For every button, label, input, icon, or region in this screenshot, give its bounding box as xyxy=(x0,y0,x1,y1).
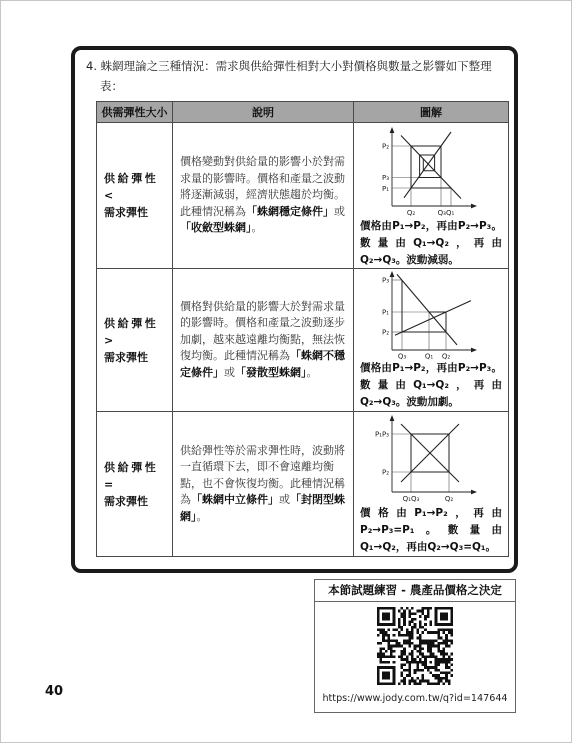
demand-curve xyxy=(397,274,457,345)
section-title xyxy=(86,56,510,96)
condition-line: 供給彈性 < xyxy=(104,172,159,202)
diagram-caption: 價格由P₁→P₂，再由P₂→P₃。數量由Q₁→Q₂，再由Q₂→Q₃。波動減弱。 xyxy=(360,220,502,266)
practice-url: https://www.jody.com.tw/q?id=147644 xyxy=(322,693,508,704)
quantity-label: Q₃Q₁ xyxy=(437,209,455,217)
quantity-label: Q₃ xyxy=(397,352,407,360)
diagram-cell xyxy=(354,123,509,269)
description-segment: 。 xyxy=(306,365,318,379)
description-text xyxy=(180,154,347,237)
page-number: 40 xyxy=(45,684,64,699)
diagram-caption: 價格由P₁→P₂，再由P₂→P₃=P₁。數量由Q₁→Q₂，再由Q₂→Q₃=Q₁。 xyxy=(360,507,502,553)
key-term: 「蛛網穩定條件」 xyxy=(246,204,334,218)
item-number: 4. xyxy=(86,59,97,73)
price-label: P₂ xyxy=(381,468,389,477)
price-label: P₃ xyxy=(381,276,389,285)
description-cell xyxy=(173,269,354,412)
condition-line: 需求彈性 xyxy=(104,206,148,219)
quantity-label: Q₂ xyxy=(441,352,451,360)
key-term: 「收斂型蛛網」 xyxy=(180,221,252,235)
condition-cell xyxy=(97,123,173,269)
supply-curve xyxy=(395,301,471,336)
quantity-label: Q₂ xyxy=(444,495,454,503)
price-label: P₁P₃ xyxy=(374,430,389,439)
y-axis-arrow xyxy=(390,127,395,133)
price-label: P₂ xyxy=(381,328,389,337)
diagram-cell xyxy=(354,269,509,412)
key-term: 「封閉型蛛網」 xyxy=(180,493,345,523)
practice-box xyxy=(314,579,516,713)
x-axis-arrow xyxy=(471,204,477,209)
diagram-caption: 價格由P₁→P₂，再由P₂→P₃。數量由Q₁→Q₂，再由Q₂→Q₃。波動加劇。 xyxy=(360,362,502,408)
neutral-cobweb-diagram xyxy=(359,414,499,505)
description-segment: 。 xyxy=(251,221,263,235)
description-segment: 。 xyxy=(196,509,208,523)
price-label: P₂ xyxy=(381,142,389,151)
convergent-cobweb-diagram xyxy=(359,126,499,218)
y-axis-arrow xyxy=(390,415,395,421)
description-cell xyxy=(173,412,354,557)
description-segment: 價格對供給量的影響大於對需求量的影響時。價格和產量之波動逐步加劇，越來越遠離均衡點，無法恢復均衡。此種情況稱為 xyxy=(180,299,345,363)
description-segment: 價格變動對供給量的影響小於對需求量的影響時。價格和產量之波動將逐漸減弱，經濟狀態趨於均衡。此種情況稱為 xyxy=(180,155,345,218)
price-label: P₃ xyxy=(381,174,389,182)
description-segment: 或 xyxy=(279,493,290,507)
key-term: 「蛛網不穩定條件」 xyxy=(180,349,345,379)
price-label: P₁ xyxy=(381,184,389,193)
condition-line: 供給彈性 > xyxy=(104,316,159,347)
description-cell xyxy=(173,123,354,269)
diagram-cell xyxy=(354,412,509,557)
description-segment: 或 xyxy=(334,204,345,218)
condition-cell xyxy=(97,269,173,412)
x-axis-arrow xyxy=(471,348,477,353)
content-frame xyxy=(71,46,518,573)
description-segment: 供給彈性等於需求彈性時，波動將一直循環下去，即不會遠離均衡點，也不會恢復均衡。此種情況稱為 xyxy=(180,443,345,507)
divergent-cobweb-diagram xyxy=(359,270,499,360)
y-axis-arrow xyxy=(390,271,395,277)
quantity-label: Q₁Q₃ xyxy=(402,495,420,503)
condition-cell xyxy=(97,412,173,557)
price-label: P₁ xyxy=(381,308,389,317)
qr-code-pattern xyxy=(377,607,453,685)
cobweb-summary-table xyxy=(96,101,509,557)
quantity-label: Q₁ xyxy=(424,352,434,360)
header-explanation: 說明 xyxy=(173,102,354,123)
header-diagram: 圖解 xyxy=(354,102,509,123)
key-term: 「蛛網中立條件」 xyxy=(191,493,279,507)
header-elasticity: 供需彈性大小 xyxy=(97,102,173,123)
condition-line: 需求彈性 xyxy=(104,494,148,508)
item-title: 蛛網理論之三種情況：需求與供給彈性相對大小對價格與數量之影響如下整理表： xyxy=(100,59,492,93)
description-segment: 或 xyxy=(224,365,235,379)
qr-code-icon xyxy=(377,607,453,685)
x-axis-arrow xyxy=(471,490,477,495)
condition-line: 供給彈性 = xyxy=(104,460,159,491)
quantity-label: Q₂ xyxy=(406,209,416,217)
key-term: 「發散型蛛網」 xyxy=(235,365,307,379)
condition-line: 需求彈性 xyxy=(104,350,148,364)
description-text xyxy=(180,299,347,382)
description-text xyxy=(180,443,347,526)
practice-box-title: 本節試題練習 - 農產品價格之決定 xyxy=(315,580,515,602)
